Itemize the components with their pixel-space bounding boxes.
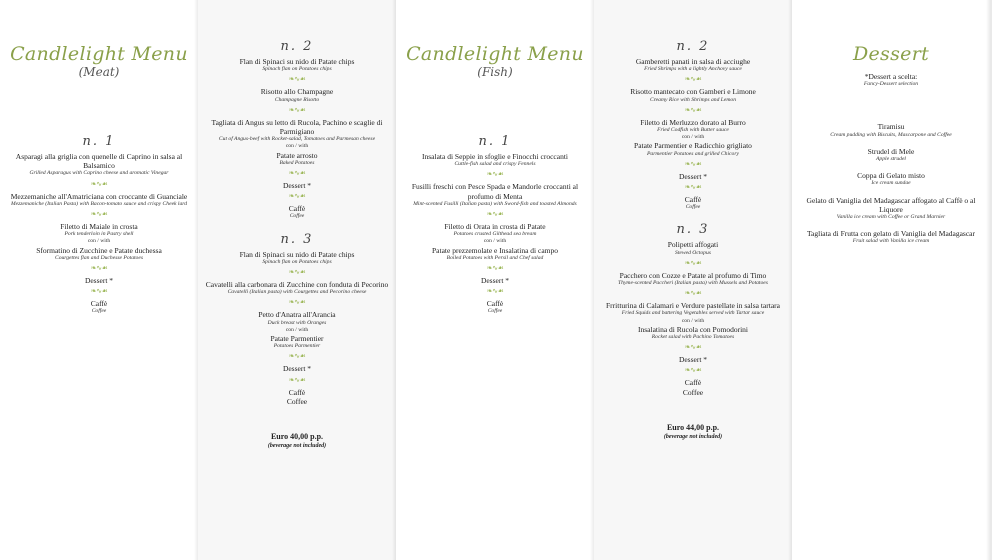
dessert-label: Dessert *: [480, 276, 510, 286]
dish-english: Cut of Angus-beef with Rocket-salad, Tomatoes and Parmesan cheese: [218, 136, 376, 143]
panel-meat-menu-2-3: [198, 0, 396, 560]
menu-number: n. 3: [280, 231, 314, 247]
panel-dessert: [792, 0, 990, 560]
dish-italian: Tagliata di Angus su letto di Rucola, Pachino e scaglie di Parmigiano: [211, 117, 383, 137]
con-with-label: con / with: [285, 143, 309, 150]
dish-english: Grilled Asparagus with Caprino cheese and aromatic Vinegar: [29, 170, 169, 177]
ornament-icon: ❧∿☙: [288, 375, 306, 384]
ornament-icon: ❧∿☙: [684, 159, 702, 168]
menu-number: n. 1: [82, 134, 116, 149]
ornament-icon: ❧∿☙: [684, 75, 702, 84]
dish-italian: Flan di Spinaci su nido di Patate chips: [239, 249, 355, 259]
dish-english: Thyme-scented Paccheri (Italian pasta) with Mussels and Potatoes: [618, 280, 768, 287]
ornament-icon: ❧∿☙: [684, 258, 702, 267]
price-label: Euro 40,00 p.p.: [270, 432, 324, 442]
dish-italian: Filetto di Merluzzo dorato al Burro: [640, 117, 746, 127]
coffee-label: Coffee: [289, 213, 305, 220]
dessert-item-en: Cream pudding with Biscuits, Mascarpone and Coffee: [830, 131, 952, 138]
dessert-item-en: Ice cream sundae: [871, 180, 911, 187]
dessert-item-en: Apple strudel: [876, 156, 906, 163]
dish-english: Mint-scented Fusilli (Italian pasta) with Sword-fish and toasted Almonds: [413, 200, 577, 207]
coffee-label: Coffee: [286, 396, 308, 406]
dish-english: Champagne Risotto: [274, 96, 320, 103]
dish-italian: Insalata di Seppie in sfoglie e Finocchi croccanti: [422, 152, 568, 161]
ornament-icon: ❧∿☙: [288, 192, 306, 201]
coffee-label: Coffee: [487, 308, 503, 315]
dish-italian: Patate Parmentier: [270, 334, 324, 344]
menu-number: n. 1: [478, 134, 512, 149]
dish-italian: Insalatina di Rucola con Pomodorini: [638, 324, 748, 334]
dessert-item-en: Fruit salad with Vanilla ice cream: [852, 238, 930, 245]
ornament-icon: ❧∿☙: [486, 287, 504, 296]
dish-italian: Sformatino di Zucchine e Patate duchessa: [36, 245, 162, 255]
menu-title: Candlelight Menu: [10, 43, 188, 65]
ornament-icon: ❧∿☙: [90, 210, 108, 219]
dessert-item: Gelato di Vaniglia del Madagascar affogato al Caffè o al Liquore: [806, 195, 976, 214]
menu-number: n. 3: [676, 222, 710, 238]
panel-fish-menu-2-3: [594, 0, 792, 560]
ornament-icon: ❧∿☙: [486, 170, 504, 179]
menu-number: n. 2: [280, 39, 314, 54]
dish-english: Pork tenderloin in Pastry shell: [64, 231, 134, 238]
coffee-label: Coffee: [91, 308, 107, 315]
dish-english: Parmentier Potatoes and grilled Chicory: [647, 150, 739, 157]
dish-english: Baked Potatoes: [279, 159, 315, 166]
dish-english: Stewed Octopus: [675, 249, 711, 256]
dessert-label: Dessert *: [84, 276, 114, 286]
ornament-icon: ❧∿☙: [288, 105, 306, 114]
dessert-item: Coppa di Gelato misto: [857, 171, 925, 181]
caffe-label: Caffè: [288, 204, 306, 214]
dessert-item: Tiramisu: [877, 122, 905, 132]
price-note: (beverage not included): [267, 443, 327, 450]
dish-italian: Petto d'Anatra all'Arancia: [258, 310, 336, 320]
menu-subtitle: (Fish): [477, 65, 513, 79]
dessert-label: Dessert *: [282, 181, 312, 191]
dish-italian: Filetto di Orata in crosta di Patate: [444, 222, 546, 232]
dessert-intro-en: Fancy-Dessert selection: [863, 81, 919, 88]
price-note: (beverage not included): [663, 433, 723, 440]
ornament-icon: ❧∿☙: [288, 352, 306, 361]
menu-number: n. 2: [676, 39, 710, 54]
dessert-item-en: Vanilla ice cream with Coffee or Grand Marnier: [836, 214, 946, 221]
dish-english: Mezzemaniche (Italian Pasta) with Bacon-tomato sauce and crispy Cheek lard: [10, 200, 188, 207]
dish-italian: Filetto di Maiale in crosta: [60, 222, 138, 232]
dish-italian: Cavatelli alla carbonara di Zucchine con fonduta di Pecorino: [205, 280, 389, 290]
dish-italian: Patate prezzemolate e Insalatina di campo: [432, 245, 558, 255]
con-with-label: con / with: [87, 238, 111, 245]
con-with-label: con / with: [681, 317, 705, 324]
con-with-label: con / with: [483, 238, 507, 245]
dish-english: Potatoes crusted Gilthead sea bream: [453, 231, 537, 238]
dessert-item: Tagliata di Frutta con gelato di Vaniglia del Madagascar: [806, 229, 976, 239]
dish-italian: Patate Parmentier e Radicchio grigliato: [634, 141, 752, 151]
price-label: Euro 44,00 p.p.: [666, 422, 720, 432]
dish-english: Rocket salad with Pachino Tomatoes: [651, 334, 735, 341]
dish-english: Potatoes Parmentier: [273, 343, 321, 350]
dish-italian: Patate arrosto: [276, 150, 318, 160]
dish-italian: Gamberetti panati in salsa di acciughe: [635, 57, 751, 66]
ornament-icon: ❧∿☙: [90, 264, 108, 273]
panel-meat-menu-1: [0, 0, 198, 560]
ornament-icon: ❧∿☙: [684, 183, 702, 192]
dessert-label: Dessert *: [282, 364, 312, 374]
dish-english: Fried Squids and battering Vegetables served with Tartar sauce: [621, 310, 765, 317]
dish-italian: Frritturina di Calamari e Verdure pastellate in salsa tartara: [606, 301, 780, 311]
dessert-intro: *Dessert a scelta:: [864, 72, 918, 81]
caffe-label: Caffè: [684, 195, 702, 205]
dish-italian: Mezzemaniche all'Amatriciana con croccante di Guanciale: [10, 191, 188, 201]
dessert-title: Dessert: [852, 43, 930, 65]
dish-english: Cuttle-fish salad and crispy Fennels: [454, 161, 536, 168]
dish-english: Spinach flan on Potatoes chips: [262, 66, 332, 73]
dessert-label: Dessert *: [678, 171, 708, 181]
ornament-icon: ❧∿☙: [684, 343, 702, 352]
ornament-icon: ❧∿☙: [288, 298, 306, 307]
caffe-label: Caffè: [486, 299, 504, 309]
coffee-label: Coffee: [685, 204, 701, 211]
dish-english: Spinach flan on Potatoes chips: [262, 258, 332, 265]
dish-english: Boiled Potatoes with Persil and Chef salad: [446, 254, 544, 261]
dish-english: Courgettes flan and Duchesse Potatoes: [54, 254, 144, 261]
dish-english: Fried Shrimps with a lightly Anchovy sauce: [644, 66, 742, 73]
con-with-label: con / with: [681, 134, 705, 141]
dish-english: Fried Codfish with Butter sauce: [657, 127, 729, 134]
dish-italian: Polipetti affogati: [667, 240, 719, 250]
ornament-icon: ❧∿☙: [486, 210, 504, 219]
panel-fish-menu-1: [396, 0, 594, 560]
menu-title: Candlelight Menu: [406, 43, 584, 65]
dish-english: Duck breast with Oranges: [267, 319, 327, 326]
ornament-icon: ❧∿☙: [684, 289, 702, 298]
coffee-label: Coffee: [682, 387, 704, 397]
dish-italian: Flan di Spinaci su nido di Patate chips: [239, 57, 355, 66]
con-with-label: con / with: [285, 326, 309, 333]
caffe-label: Caffè: [684, 378, 702, 388]
ornament-icon: ❧∿☙: [90, 287, 108, 296]
ornament-icon: ❧∿☙: [90, 179, 108, 188]
ornament-icon: ❧∿☙: [288, 268, 306, 277]
menu-subtitle: (Meat): [78, 65, 120, 79]
dish-italian: Risotto mantecato con Gamberi e Limone: [630, 87, 756, 97]
caffe-label: Caffè: [288, 387, 306, 397]
dish-italian: Asparagi alla griglia con quenelle di Caprino in salsa al Balsamico: [15, 152, 183, 171]
ornament-icon: ❧∿☙: [288, 169, 306, 178]
ornament-icon: ❧∿☙: [288, 75, 306, 84]
dessert-label: Dessert *: [678, 355, 708, 365]
ornament-icon: ❧∿☙: [684, 366, 702, 375]
ornament-icon: ❧∿☙: [684, 105, 702, 114]
dish-italian: Risotto allo Champagne: [260, 87, 334, 97]
dessert-item: Strudel di Mele: [867, 146, 915, 156]
dish-italian: Pacchero con Cozze e Patate al profumo di Timo: [619, 270, 767, 280]
caffe-label: Caffè: [90, 299, 108, 309]
dish-italian: Fusilli freschi con Pesce Spada e Mandorle croccanti al profumo di Menta: [411, 182, 579, 201]
dish-english: Cavatelli (Italian pasta) with Courgettes and Pecorino cheese: [227, 289, 367, 296]
dish-english: Creamy Rice with Shrimps and Lemon: [649, 96, 737, 103]
ornament-icon: ❧∿☙: [486, 264, 504, 273]
